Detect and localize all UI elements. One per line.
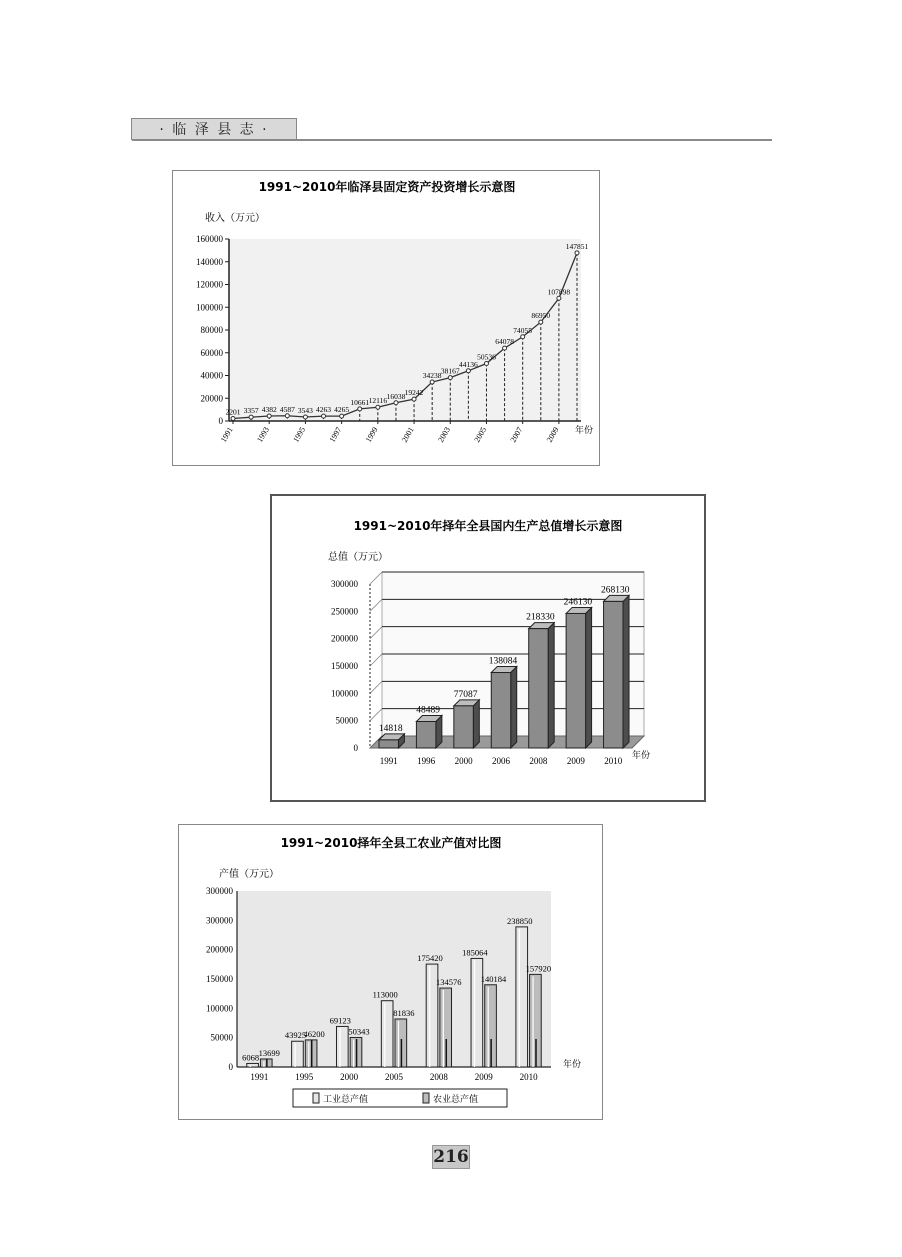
x-tick-label: 1991 <box>218 425 235 444</box>
data-point <box>267 414 271 418</box>
data-label: 77087 <box>453 689 478 700</box>
data-label: 44136 <box>458 359 478 369</box>
data-point <box>340 414 344 418</box>
data-label: 14818 <box>378 723 403 734</box>
legend-swatch-agriculture <box>423 1093 429 1103</box>
x-axis-label: 年份 <box>632 751 651 761</box>
data-label: 64078 <box>495 337 514 347</box>
y-tick-label: 200000 <box>331 633 358 644</box>
data-point <box>231 416 235 420</box>
x-tick-label: 1999 <box>363 425 380 444</box>
data-point <box>249 415 253 419</box>
header-rule <box>132 139 772 141</box>
y-tick-label: 300000 <box>206 915 233 926</box>
x-tick-label: 2005 <box>385 1072 403 1082</box>
bar <box>292 1041 304 1067</box>
data-point <box>484 362 488 366</box>
y-tick-label: 100000 <box>331 688 358 699</box>
x-tick-label: 2010 <box>519 1072 538 1082</box>
x-tick-label: 2007 <box>508 425 525 444</box>
bar <box>247 1063 259 1067</box>
data-label: 16038 <box>386 391 406 401</box>
legend-label-agriculture: 农业总产值 <box>433 1095 479 1105</box>
data-label: 4263 <box>316 405 332 415</box>
bar <box>454 706 473 748</box>
y-tick-label: 150000 <box>331 661 358 671</box>
bar-side <box>586 607 592 748</box>
data-label: 2201 <box>225 407 241 417</box>
data-point <box>521 335 525 339</box>
y-tick-label: 150000 <box>206 974 233 984</box>
x-tick-label: 2009 <box>566 756 585 766</box>
chart-title: 1991~2010择年全县工农业产值对比图 <box>280 836 502 850</box>
y-tick-label: 140000 <box>196 256 223 267</box>
x-axis-label: 年份 <box>575 426 594 436</box>
x-tick-label: 1996 <box>417 756 436 766</box>
data-point <box>412 397 416 401</box>
bar-side <box>473 700 479 748</box>
x-tick-label: 2008 <box>529 756 548 766</box>
bar <box>566 613 585 748</box>
grid-line-side <box>370 572 382 584</box>
x-tick-label: 2010 <box>604 756 623 766</box>
data-label: 218330 <box>526 612 555 623</box>
bar-side <box>511 667 517 748</box>
data-label: 86950 <box>531 311 551 321</box>
data-label: 81836 <box>393 1007 415 1018</box>
data-label: 175420 <box>417 953 443 964</box>
data-label: 113000 <box>372 989 398 1000</box>
data-point <box>503 346 507 350</box>
y-tick-label: 40000 <box>200 370 223 381</box>
data-point <box>394 401 398 405</box>
bar <box>381 1001 393 1067</box>
x-tick-label: 2005 <box>472 425 489 444</box>
x-tick-label: 1993 <box>255 425 271 444</box>
data-label: 4265 <box>334 405 350 415</box>
x-tick-label: 2001 <box>399 425 416 444</box>
book-title: · 临 泽 县 志 · <box>159 122 269 138</box>
chart-title: 1991~2010年临泽县固定资产投资增长示意图 <box>258 180 516 194</box>
y-tick-label: 300000 <box>331 579 358 589</box>
bar <box>379 740 398 748</box>
data-label: 157920 <box>525 963 552 974</box>
y-tick-label: 80000 <box>200 325 223 335</box>
bar <box>336 1026 348 1067</box>
bar <box>516 927 528 1067</box>
data-label: 43925 <box>284 1030 307 1041</box>
y-tick-label: 200000 <box>206 944 233 955</box>
x-tick-label: 1995 <box>291 425 308 444</box>
bar-side <box>548 623 554 748</box>
bar <box>416 721 435 748</box>
data-point <box>430 380 434 384</box>
y-tick-label: 100000 <box>196 302 223 313</box>
data-label: 3543 <box>297 405 313 415</box>
data-point <box>575 251 579 255</box>
data-label: 147851 <box>565 241 589 251</box>
y-tick-label: 20000 <box>200 393 223 404</box>
data-label: 6068 <box>242 1052 260 1063</box>
grid-line-side <box>370 654 382 666</box>
data-label: 50343 <box>348 1026 370 1037</box>
page-number-text: 216 <box>433 1147 469 1167</box>
data-point <box>285 414 289 418</box>
y-tick-label: 0 <box>218 416 223 426</box>
grid-line-side <box>370 599 382 611</box>
fixed-asset-line-chart <box>173 171 601 467</box>
grid-line-side <box>370 709 382 721</box>
data-label: 138084 <box>488 656 518 667</box>
legend-swatch-industry <box>313 1093 319 1103</box>
data-point <box>557 296 561 300</box>
data-label: 34238 <box>422 371 442 381</box>
data-label: 246130 <box>563 597 593 608</box>
x-tick-label: 1991 <box>250 1072 269 1082</box>
book-title-tab <box>131 118 297 140</box>
fixed-asset-chart-panel <box>172 170 600 466</box>
y-tick-label: 50000 <box>335 715 358 726</box>
grid-line-side <box>370 681 382 693</box>
y-tick-label: 60000 <box>200 347 223 358</box>
chart-title: 1991~2010年择年全县国内生产总值增长示意图 <box>353 519 623 533</box>
bar <box>529 629 548 748</box>
x-tick-label: 2009 <box>544 425 561 444</box>
data-label: 4382 <box>261 405 277 415</box>
legend-label-industry: 工业总产值 <box>323 1095 369 1105</box>
y-tick-label: 120000 <box>196 279 223 290</box>
data-label: 13699 <box>258 1047 280 1058</box>
x-tick-label: 1991 <box>379 756 398 766</box>
data-point <box>448 376 452 380</box>
x-axis-label: 年份 <box>563 1060 582 1070</box>
y-tick-label: 160000 <box>196 234 223 244</box>
data-point <box>466 369 470 373</box>
bar <box>491 673 510 748</box>
data-label: 50536 <box>477 352 496 362</box>
data-label: 238850 <box>506 915 533 926</box>
data-label: 185064 <box>462 947 488 958</box>
data-point <box>358 407 362 411</box>
x-tick-label: 2000 <box>454 756 473 766</box>
gdp-bar-chart <box>272 496 704 800</box>
x-tick-label: 2006 <box>492 756 510 766</box>
industry-agriculture-bar-chart <box>179 825 604 1121</box>
y-tick-label: 0 <box>353 743 358 753</box>
data-label: 48489 <box>416 705 441 716</box>
industry-agriculture-chart-panel <box>178 824 603 1120</box>
data-label: 69123 <box>329 1015 351 1026</box>
data-label: 268130 <box>601 585 630 596</box>
x-tick-label: 2009 <box>474 1072 493 1082</box>
y-tick-label: 50000 <box>210 1032 233 1043</box>
y-axis-label: 收入（万元） <box>205 213 265 224</box>
data-point <box>376 405 380 409</box>
y-axis-label: 总值（万元） <box>328 552 388 563</box>
grid-line-side <box>370 627 382 639</box>
data-point <box>322 414 326 418</box>
x-tick-label: 1997 <box>327 425 344 444</box>
x-tick-label: 2008 <box>429 1072 448 1082</box>
y-tick-label: 300000 <box>206 886 233 896</box>
data-label: 10661 <box>350 397 370 407</box>
gdp-chart-panel <box>270 494 706 802</box>
x-tick-label: 1995 <box>295 1072 314 1082</box>
data-label: 107898 <box>547 287 571 297</box>
data-label: 38167 <box>440 366 460 376</box>
data-label: 140184 <box>480 973 507 984</box>
y-axis-label: 产值（万元） <box>219 869 279 880</box>
data-label: 3357 <box>243 406 259 416</box>
data-label: 74055 <box>513 325 533 335</box>
data-label: 12116 <box>368 396 388 406</box>
page-number <box>432 1145 470 1169</box>
x-tick-label: 2003 <box>436 425 452 444</box>
data-label: 134576 <box>435 977 462 988</box>
bar-side <box>623 595 629 748</box>
data-label: 4587 <box>279 404 295 414</box>
y-tick-label: 0 <box>228 1062 233 1072</box>
x-tick-label: 2000 <box>340 1072 359 1082</box>
data-point <box>303 415 307 419</box>
data-label: 46200 <box>303 1028 325 1039</box>
y-tick-label: 250000 <box>331 606 358 617</box>
y-tick-label: 100000 <box>206 1003 233 1014</box>
bar <box>604 601 623 748</box>
data-label: 19242 <box>404 388 424 398</box>
data-point <box>539 320 543 324</box>
